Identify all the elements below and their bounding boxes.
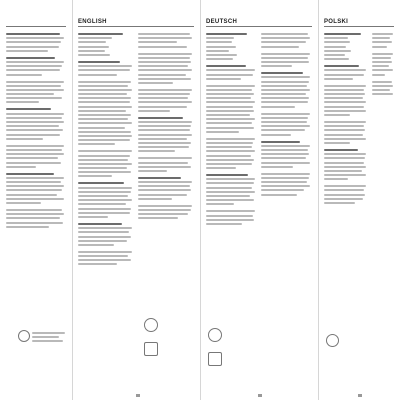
symbol-icon — [208, 352, 222, 366]
column-4 — [318, 0, 400, 400]
symbol-icon — [326, 334, 339, 347]
text-block — [324, 33, 368, 206]
section-header-1 — [6, 18, 66, 27]
fold-line — [318, 0, 319, 400]
text-block — [32, 332, 66, 345]
column-1 — [0, 0, 72, 400]
page-marker — [358, 394, 362, 397]
page-marker — [136, 394, 140, 397]
symbol-icon — [144, 318, 158, 332]
text-block — [206, 33, 257, 227]
symbol-icon — [144, 342, 158, 356]
text-block — [261, 33, 312, 227]
fold-line — [200, 0, 201, 400]
text-block — [138, 33, 194, 268]
page-marker — [258, 394, 262, 397]
section-header-english: ENGLISH — [78, 18, 194, 27]
section-header-deutsch: DEUTSCH — [206, 18, 312, 27]
column-2 — [72, 0, 200, 400]
text-block — [6, 33, 66, 228]
symbol-icon — [208, 328, 222, 342]
symbol-icon — [18, 330, 30, 342]
column-3 — [200, 0, 318, 400]
text-block — [372, 33, 394, 206]
section-header-polski: POLSKI — [324, 18, 394, 27]
text-block — [78, 33, 134, 268]
fold-line — [72, 0, 73, 400]
